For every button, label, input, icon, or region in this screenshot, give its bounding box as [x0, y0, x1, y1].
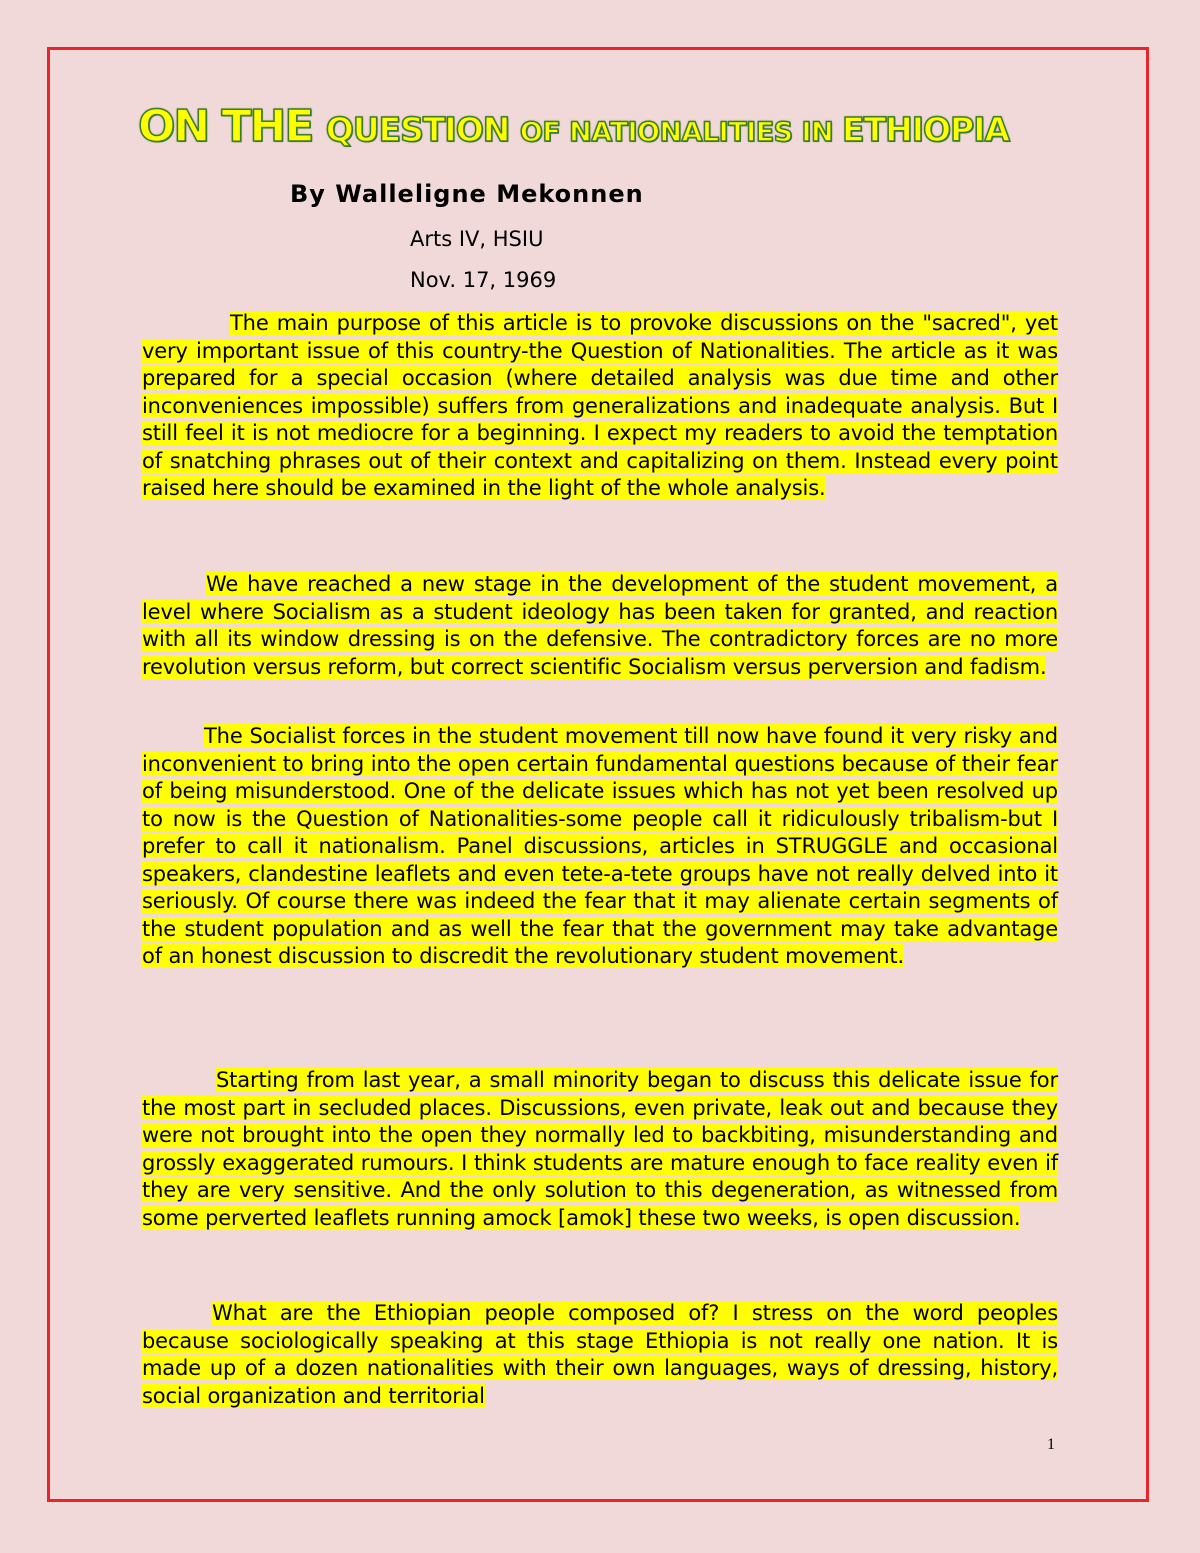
author-byline: By Walleligne Mekonnen [290, 180, 644, 208]
paragraph-text: What are the Ethiopian people composed of? I stress on the word peoples because sociologically speaking at this stage Ethiopia is not really one nation. It is made up of a dozen nationalities with their own languages, ways of dressing, history, social organization and territorial [142, 1301, 1058, 1408]
title-part: ETHIOPIA [842, 110, 1010, 149]
body-paragraph [142, 723, 1058, 971]
title-part: NATIONALITIES [569, 117, 802, 148]
page-number: 1 [1047, 1436, 1055, 1453]
paragraph-text: The main purpose of this article is to provoke discussions on the "sacred", yet very important issue of this country-the Question of Nationalities. The article as it was prepared for a special occasion (where detailed analysis was due time and other inconveniences impossible) suffers from generalizations and inadequate analysis. But I still feel it is not mediocre for a beginning. I expect my readers to avoid the temptation of snatching phrases out of their context and capitalizing on them. Instead every point raised here should be examined in the light of the whole analysis. [142, 311, 1058, 500]
body-paragraph [142, 1067, 1058, 1232]
document-date: Nov. 17, 1969 [410, 268, 557, 292]
body-paragraph [142, 571, 1058, 681]
author-affiliation: Arts IV, HSIU [410, 227, 544, 251]
body-paragraph [142, 310, 1058, 503]
document-title [138, 92, 1018, 162]
body-paragraph [142, 1300, 1058, 1410]
paragraph-text: The Socialist forces in the student movement till now have found it very risky and inconvenient to bring into the open certain fundamental questions because of their fear of being misunderstood. One of the delicate issues which has not yet been resolved up to now is the Question of Nationalities-some people call it ridiculously tribalism-but I prefer to call it nationalism. Panel discussions, articles in STRUGGLE and occasional speakers, clandestine leaflets and even tete-a-tete groups have not really delved into it seriously. Of course there was indeed the fear that it may alienate certain segments of the student population and as well the fear that the government may take advantage of an honest discussion to discredit the revolutionary student movement. [142, 724, 1058, 968]
title-part: OF [519, 117, 570, 148]
title-part: IN [801, 117, 843, 148]
title-part: QUESTION [325, 110, 520, 149]
paragraph-text: Starting from last year, a small minority began to discuss this delicate issue for the most part in secluded places. Discussions, even private, leak out and because they were not brought into the open they normally led to backbiting, misunderstanding and grossly exaggerated rumours. I think students are mature enough to face reality even if they are very sensitive. And the only solution to this degeneration, as witnessed from some perverted leaflets running amock [amok] these two weeks, is open discussion. [142, 1068, 1058, 1230]
paragraph-text: We have reached a new stage in the development of the student movement, a level where Socialism as a student ideology has been taken for granted, and reaction with all its window dressing is on the defensive. The contradictory forces are no more revolution versus reform, but correct scientific Socialism versus perversion and fadism. [142, 572, 1058, 679]
title-part: ON THE [138, 101, 326, 152]
